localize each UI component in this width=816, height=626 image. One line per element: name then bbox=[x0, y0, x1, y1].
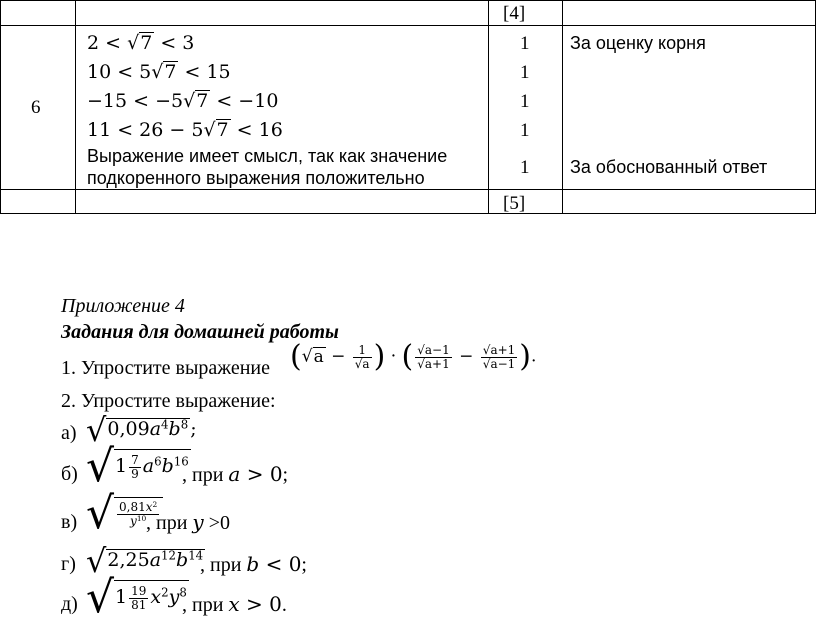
task-number: 6 bbox=[31, 97, 41, 118]
step-3-expr: −15 < −5√7 < −10 bbox=[87, 90, 279, 112]
item-b-label: б) bbox=[61, 463, 78, 485]
item-e-label: д) bbox=[61, 593, 78, 615]
task1-expression: (√a − $\frac{1}{√a}$ ) · ( $\frac{√a-1}{√a+1}$ − $\frac{√a+1}{√a-1}$ ). bbox=[290, 339, 537, 374]
item-c-label: в) bbox=[61, 511, 78, 533]
step-3-score: 1 bbox=[520, 91, 530, 112]
task1-prefix: 1. Упростите выражение bbox=[61, 357, 271, 379]
appendix-title: Приложение 4 bbox=[61, 295, 185, 317]
criterion-root: За оценку корня bbox=[570, 33, 706, 53]
item-b-condition: , при a > 0; bbox=[182, 462, 289, 486]
top-score: [4] bbox=[503, 3, 526, 24]
item-d-expr: $√2,25a^{12}b^{14}$ bbox=[86, 542, 204, 580]
item-b-expr: √1 $\frac{7}{9}$ $a^6b^{16}$ bbox=[86, 441, 189, 492]
explain-line-2: подкоренного выражения положительно bbox=[87, 168, 425, 188]
step-1-expr: 2 < √7 < 3 bbox=[87, 32, 195, 54]
step-2-score: 1 bbox=[520, 62, 530, 83]
item-d-label: г) bbox=[61, 553, 76, 575]
item-d-condition: , при b < 0; bbox=[200, 552, 307, 576]
item-a-label: а) bbox=[61, 422, 77, 444]
step-1-score: 1 bbox=[520, 33, 530, 54]
item-c-condition: , при y >0 bbox=[146, 510, 230, 534]
step-2-expr: 10 < 5√7 < 15 bbox=[87, 61, 231, 83]
explain-line-1: Выражение имеет смысл, так как значение bbox=[87, 146, 448, 166]
task2-title: 2. Упростите выражение: bbox=[61, 390, 276, 412]
step-4-score: 1 bbox=[520, 120, 530, 141]
item-a-expr: $√0,09a^4b^8$ ; bbox=[86, 411, 197, 449]
item-e-expr: √1 $\frac{19}{81}$ $x^2y^8$ bbox=[86, 572, 187, 623]
step-4-expr: 11 < 26 − 5√7 < 16 bbox=[87, 119, 283, 141]
item-c-expr: √ $\frac{0,81x^2}{y^{10}}$ bbox=[86, 492, 163, 536]
bottom-score: [5] bbox=[503, 193, 526, 214]
criterion-answer: За обоснованный ответ bbox=[570, 157, 768, 177]
appendix-heading: Задания для домашней работы bbox=[61, 321, 339, 343]
explain-score: 1 bbox=[520, 157, 530, 178]
item-e-condition: , при x > 0. bbox=[182, 592, 287, 616]
